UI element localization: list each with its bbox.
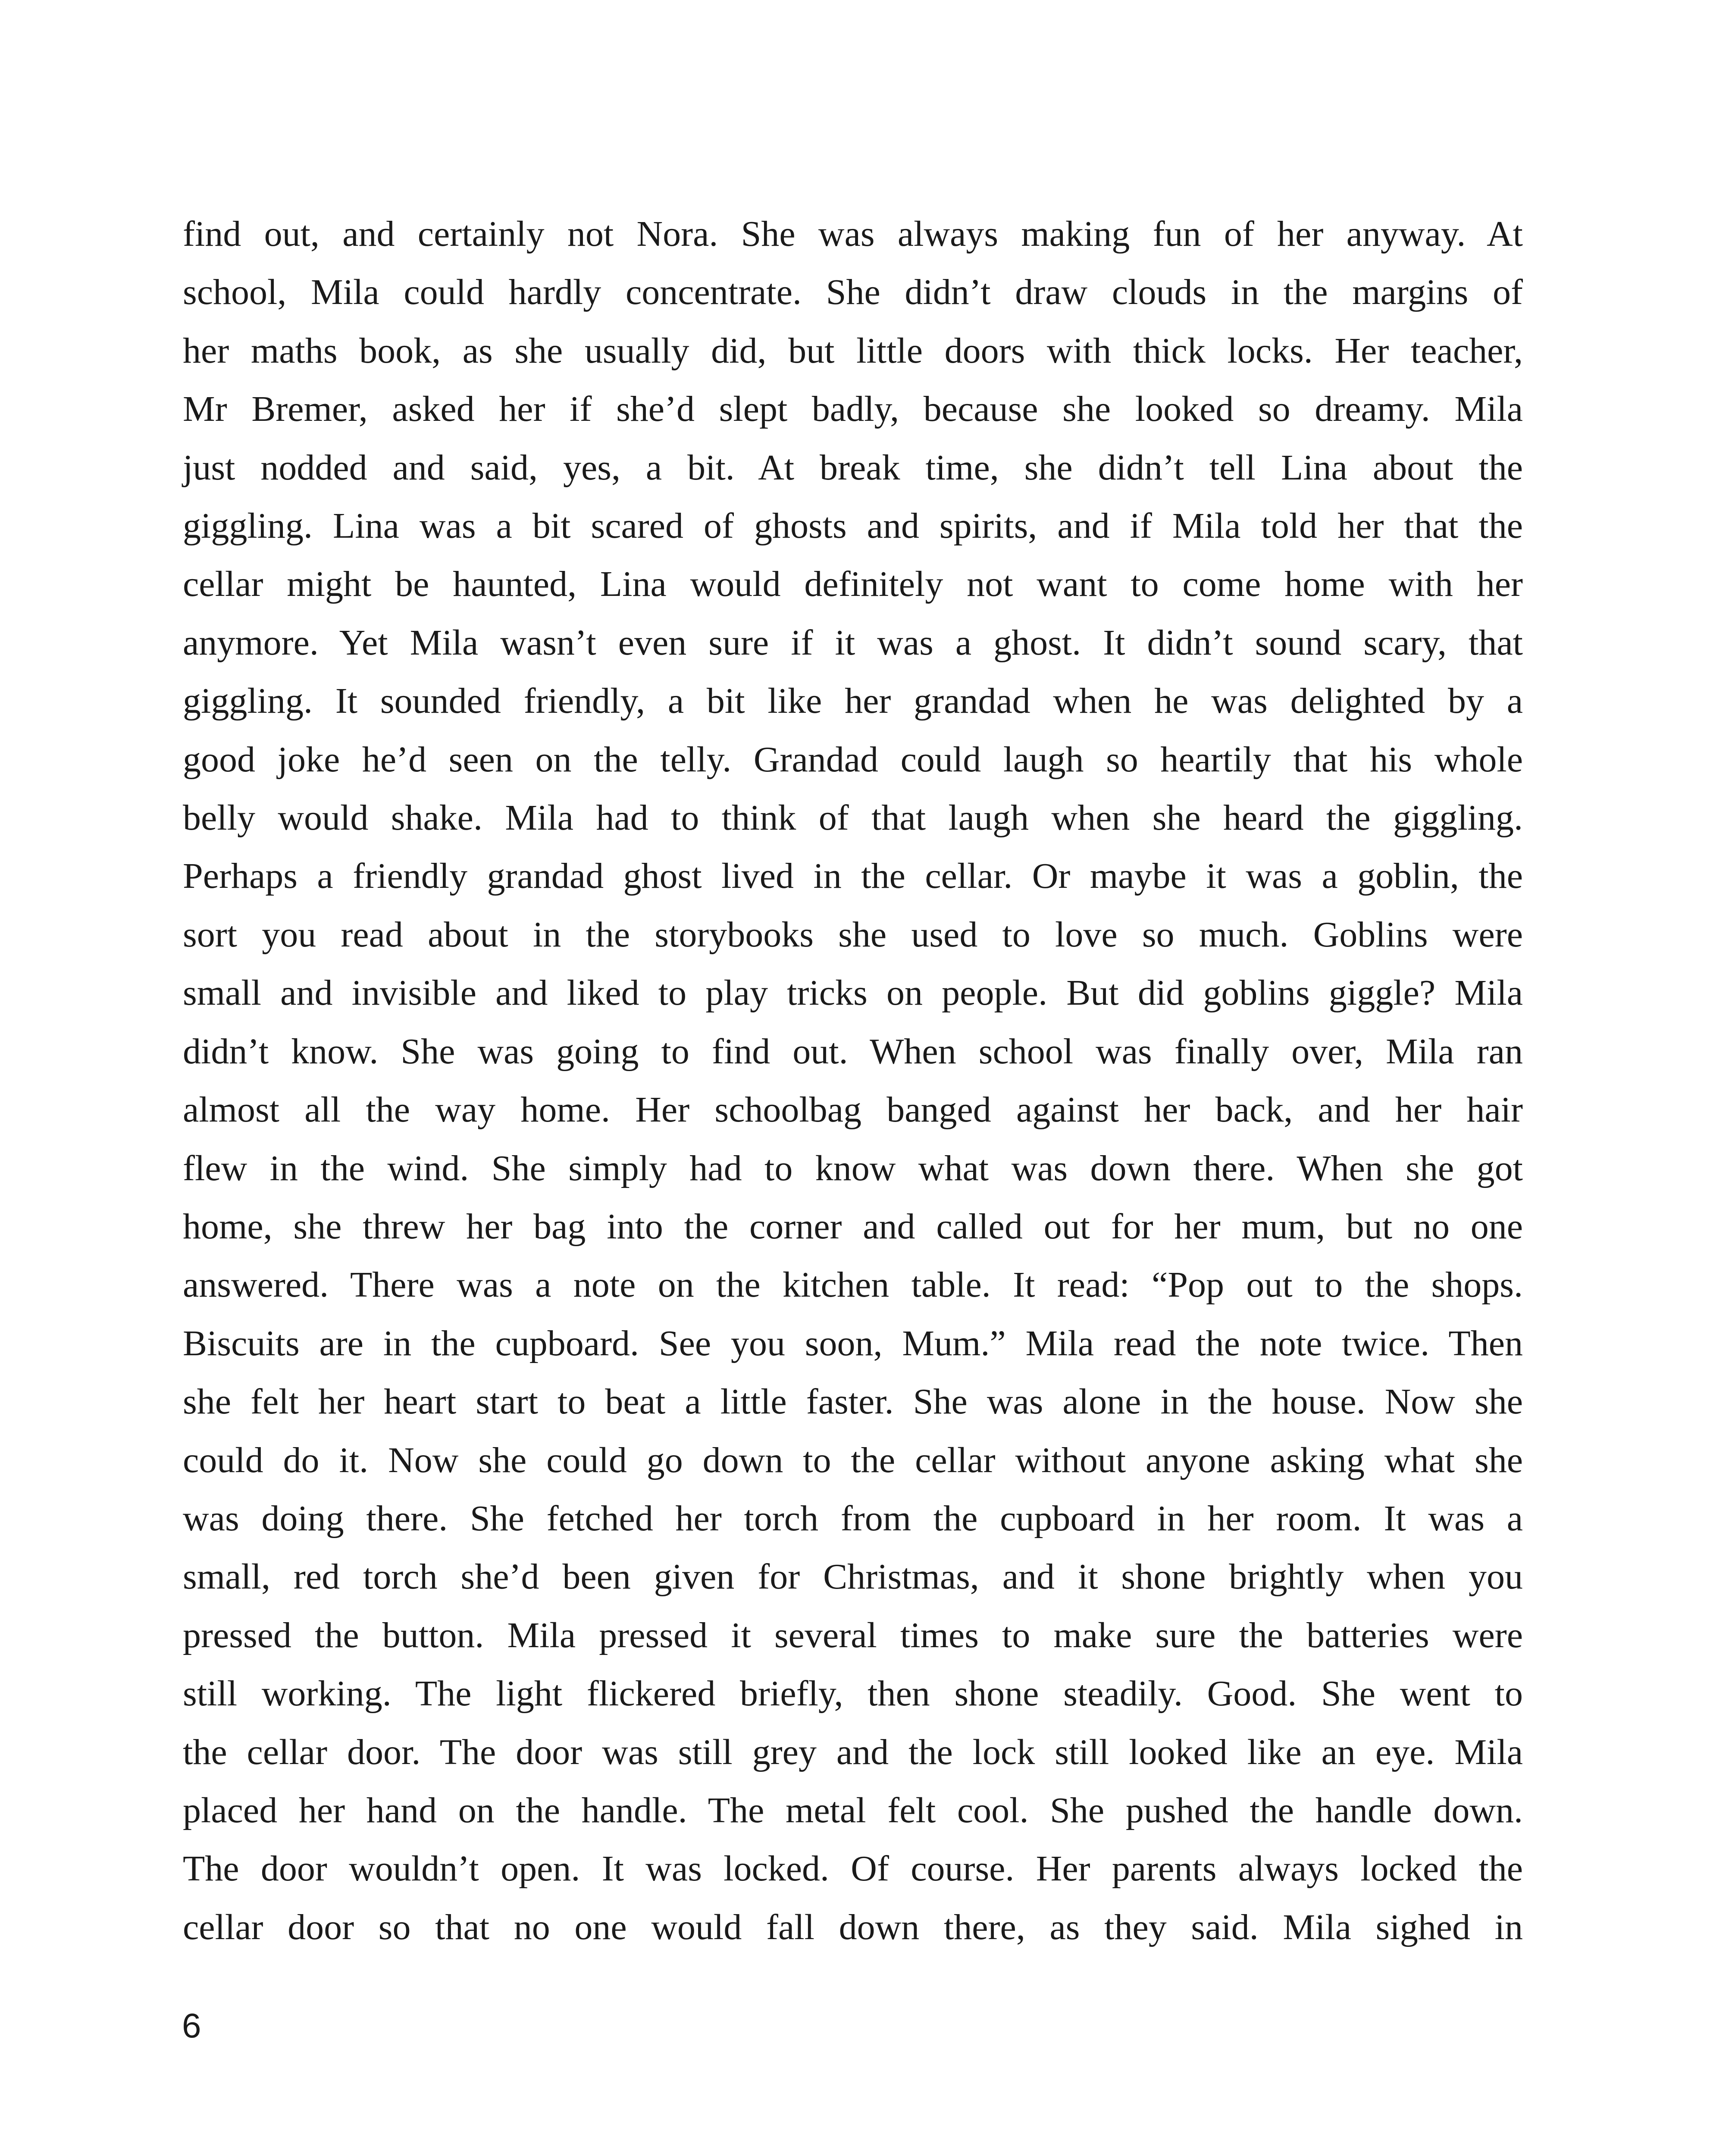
text-line: home, she threw her bag into the corner and called out for her mum, but no one: [183, 1206, 1523, 1247]
text-line: Mr Bremer, asked her if she’d slept badly, because she looked so dreamy. Mila: [183, 389, 1523, 429]
text-line: almost all the way home. Her schoolbag banged against her back, and her hair: [183, 1090, 1523, 1130]
text-line: belly would shake. Mila had to think of that laugh when she heard the giggling.: [183, 798, 1523, 838]
text-line: anymore. Yet Mila wasn’t even sure if it was a ghost. It didn’t sound scary, that: [183, 622, 1523, 663]
text-line: answered. There was a note on the kitchen table. It read: “Pop out to the shops.: [183, 1265, 1523, 1305]
text-line: she felt her heart start to beat a little faster. She was alone in the house. Now she: [183, 1382, 1523, 1422]
text-line: placed her hand on the handle. The metal felt cool. She pushed the handle down.: [183, 1790, 1523, 1830]
page-number: 6: [182, 2006, 201, 2045]
text-line: small, red torch she’d been given for Christmas, and it shone brightly when you: [183, 1557, 1523, 1597]
text-line: Biscuits are in the cupboard. See you soon, Mum.” Mila read the note twice. Then: [183, 1323, 1523, 1363]
body-paragraph: [183, 205, 1523, 1956]
text-line: good joke he’d seen on the telly. Grandad could laugh so heartily that his whole: [183, 739, 1523, 780]
text-line: still working. The light flickered briefly, then shone steadily. Good. She went to: [183, 1673, 1523, 1714]
text-line: pressed the button. Mila pressed it several times to make sure the batteries were: [183, 1615, 1523, 1655]
text-line: sort you read about in the storybooks she used to love so much. Goblins were: [183, 914, 1523, 955]
text-line: find out, and certainly not Nora. She was always making fun of her anyway. At: [183, 214, 1523, 254]
text-line: didn’t know. She was going to find out. When school was finally over, Mila ran: [183, 1031, 1523, 1072]
text-line: giggling. It sounded friendly, a bit like her grandad when he was delighted by a: [183, 681, 1523, 721]
text-line: her maths book, as she usually did, but little doors with thick locks. Her teacher,: [183, 330, 1523, 371]
text-line: was doing there. She fetched her torch from the cupboard in her room. It was a: [183, 1498, 1523, 1539]
text-line: just nodded and said, yes, a bit. At break time, she didn’t tell Lina about the: [183, 447, 1523, 488]
text-line: flew in the wind. She simply had to know what was down there. When she got: [183, 1148, 1523, 1188]
text-line: small and invisible and liked to play tricks on people. But did goblins giggle? Mila: [183, 973, 1523, 1013]
text-line: giggling. Lina was a bit scared of ghosts and spirits, and if Mila told her that the: [183, 506, 1523, 546]
text-line: the cellar door. The door was still grey and the lock still looked like an eye. Mila: [183, 1732, 1523, 1772]
text-line: could do it. Now she could go down to the cellar without anyone asking what she: [183, 1440, 1523, 1480]
text-line: The door wouldn’t open. It was locked. Of course. Her parents always locked the: [183, 1849, 1523, 1889]
text-line: Perhaps a friendly grandad ghost lived in the cellar. Or maybe it was a goblin, the: [183, 856, 1523, 896]
text-line: cellar might be haunted, Lina would definitely not want to come home with her: [183, 564, 1523, 605]
text-line: cellar door so that no one would fall down there, as they said. Mila sighed in: [183, 1907, 1523, 1947]
text-line: school, Mila could hardly concentrate. She didn’t draw clouds in the margins of: [183, 272, 1523, 313]
